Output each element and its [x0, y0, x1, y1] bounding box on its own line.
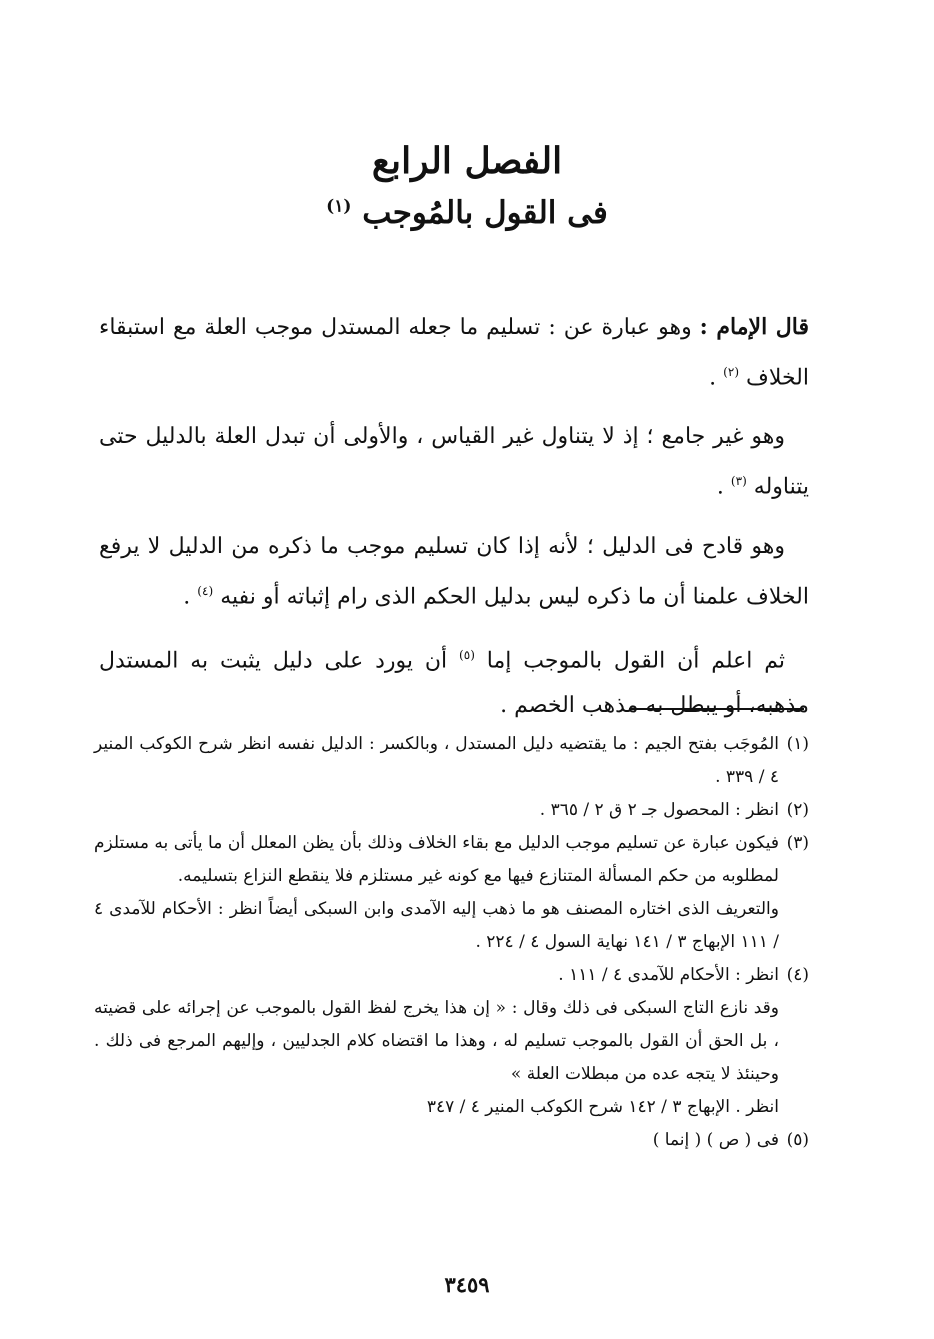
subtitle-text: فى القول بالمُوجب: [362, 195, 608, 231]
footnote-1-number: (١): [786, 734, 809, 754]
main-text: [99, 305, 809, 742]
chapter-subtitle: [0, 195, 934, 232]
paragraph-3: وهو قادح فى الدليل ؛ لأنه إذا كان تسليم موجب ما ذكره من الدليل لا يرفع الخلاف علمنا أن ما ذكره ليس بدليل الحكم الذى رام إثباته أو نفيه $^{(٤)}$ .: [99, 533, 809, 609]
footnote-ref-2: (٢): [723, 365, 740, 379]
footnotes: [94, 728, 809, 1157]
footnote-ref-4: (٤): [197, 583, 214, 598]
footnote-5-number: (٥): [786, 1130, 809, 1150]
paragraph-1-text: وهو عبارة عن : تسليم ما جعله المستدل موجب العلة مع استبقاء الخلاف: [99, 315, 809, 391]
footnote-4-number: (٤): [786, 965, 809, 985]
paragraph-4-text-b: أن يورد على دليل يثبت به المستدل مذهبه، أو يبطل به مذهب الخصم .: [99, 648, 809, 719]
footnote-5: [94, 1124, 809, 1157]
footnote-ref-5: (٥): [459, 647, 475, 662]
footnote-3-continuation: والتعريف الذى اختاره المصنف هو ما ذهب إليه الآمدى وابن السبكى أيضاً انظر : الأحكام للآمدى ٤ / ١١١ الإبهاج ٣ / ١٤١ نهاية السول ٤ / ٢٢٤ .: [94, 899, 779, 952]
footnote-3: [94, 827, 809, 893]
footnote-2-number: (٢): [786, 800, 809, 820]
chapter-title: الفصل الرابع: [371, 140, 563, 182]
footnote-4: [94, 959, 809, 992]
paragraph-4: [99, 633, 809, 728]
paragraph-2: وهو غير جامع ؛ إذ لا يتناول غير القياس ، والأولى أن تبدل العلة بالدليل حتى يتناوله $^{(٣)}$ .: [99, 424, 809, 500]
paragraph-4-text-a: ثم اعلم أن القول بالموجب إما: [474, 648, 785, 674]
footnote-1: [94, 728, 809, 794]
footnote-2: [94, 794, 809, 827]
paragraph-3-text: وهو قادح فى الدليل ؛ لأنه إذا كان تسليم موجب ما ذكره من الدليل لا يرفع الخلاف علمنا أن ما ذكره ليس بدليل الحكم الذى رام إثباته أو نفيه: [99, 533, 809, 609]
footnote-5-text: فى ( ص ) ( إنما ): [652, 1130, 779, 1150]
footnote-3-text: فيكون عبارة عن تسليم موجب الدليل مع بقاء الخلاف وذلك بأن يظن المعلل أن ما يأتى به مستلزم لمطلوبه من حكم المسألة المتنازع فيها مع كونه غير مستلزم فلا ينقطع النزاع بتسليمه.: [94, 833, 779, 886]
imam-lead: قال الإمام :: [699, 314, 809, 340]
paragraph-1: قال الإمام : وهو عبارة عن : تسليم ما جعله المستدل موجب العلة مع استبقاء الخلاف $^{(٢)}$ .: [99, 314, 809, 391]
footnote-divider: [629, 708, 804, 710]
footnote-2-text: انظر : المحصول جـ ٢ ق ٢ / ٣٦٥ .: [539, 800, 779, 820]
footnote-3-number: (٣): [786, 833, 809, 853]
footnote-4-text: انظر : الأحكام للآمدى ٤ / ١١١ .: [558, 965, 779, 985]
footnote-4-reference: انظر . الإبهاج ٣ / ١٤٢ شرح الكوكب المنير ٤ / ٣٤٧: [426, 1097, 779, 1117]
footnote-1-text: المُوجَب بفتح الجيم : ما يقتضيه دليل المستدل ، وبالكسر : الدليل نفسه انظر شرح الكوكب المنير ٤ / ٣٣٩ .: [94, 734, 779, 787]
subtitle-footnote-ref: (١): [326, 196, 352, 217]
page-number: ٣٤٥٩: [444, 1272, 490, 1297]
paragraph-2-text: وهو غير جامع ؛ إذ لا يتناول غير القياس ، والأولى أن تبدل العلة بالدليل حتى يتناوله: [99, 424, 809, 500]
footnote-4-continuation: وقد نازع التاج السبكى فى ذلك وقال : « إن هذا يخرج لفظ القول بالموجب عن إجرائه على قضيته ، بل الحق أن القول بالموجب تسليم له ، وهذا ما اقتضاه كلام الجدليين ، وإليهم المرجع فى ذلك . وحينئذ لا يتجه عده من مبطلات العلة »: [94, 998, 779, 1084]
footnote-ref-3: (٣): [730, 474, 747, 489]
